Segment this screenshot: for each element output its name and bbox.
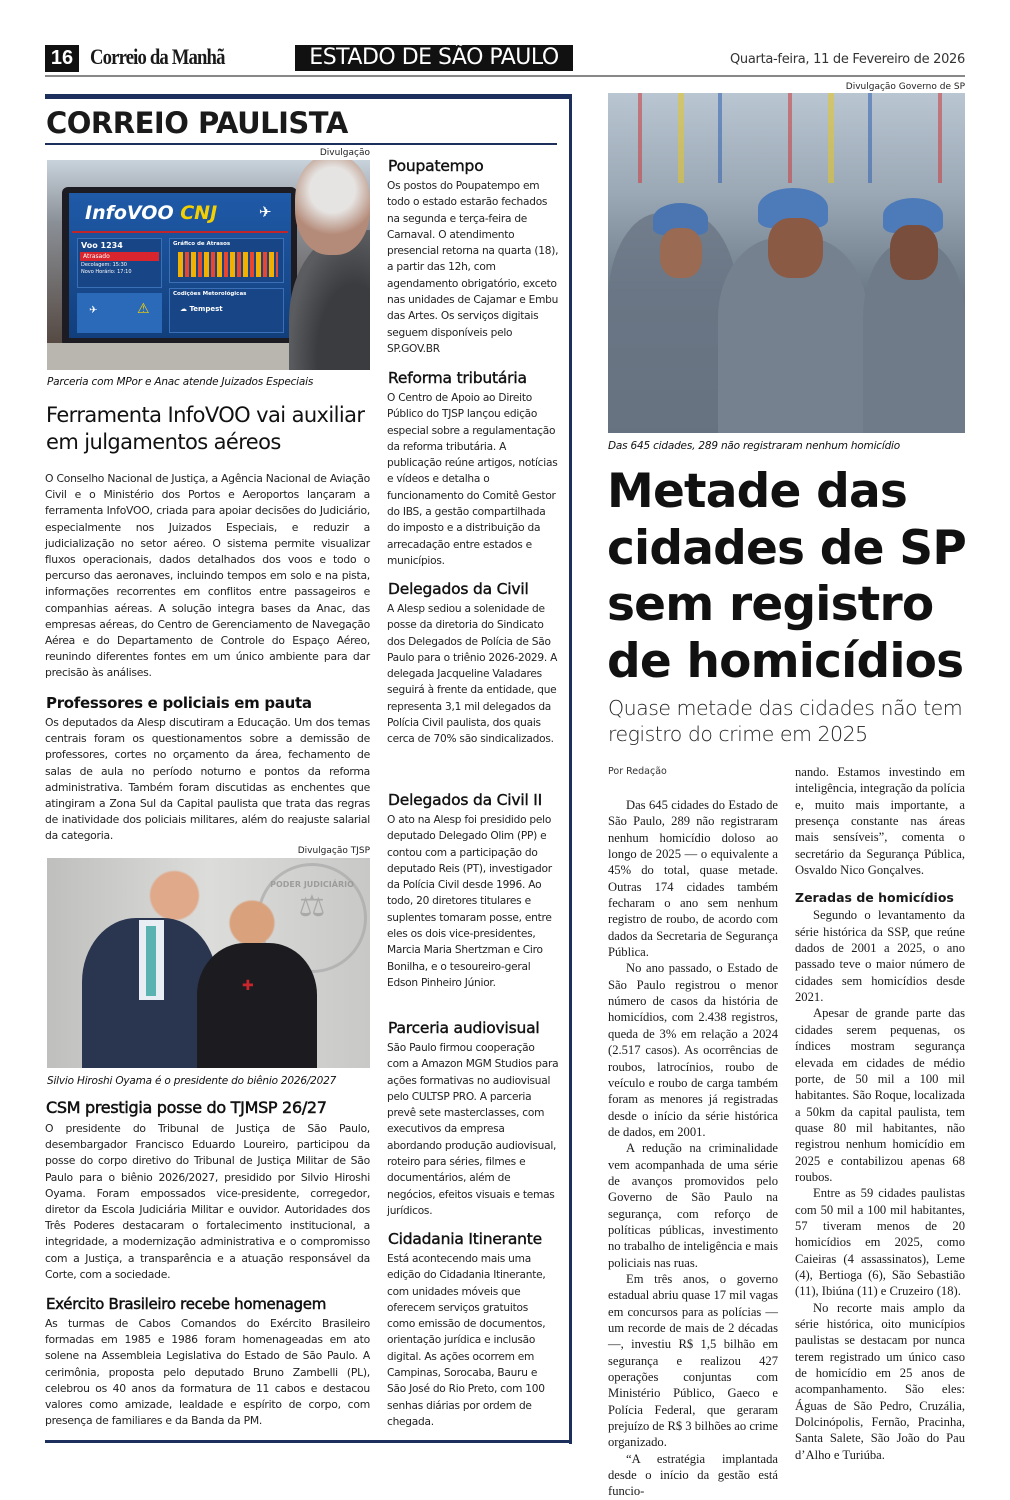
note-body: Os postos do Poupatempo em todo o estado estarão fechados na segunda e terça-feira de Carnaval. O atendimento presencial retorna na quarta (18), a partir das 12h, com agendamento obrigatório, exceto nas unidades de Cajamar e Embu das Artes. Os serviços digitais seguem disponíveis pelo SP.GOV.BR [387,180,559,355]
main-subheadline: Quase metade das cidades não tem registro do crime em 2025 [608,696,963,746]
note-title: Delegados da Civil II [388,791,543,809]
delay-chart-title: Gráfico de Atrasos [173,241,231,247]
story-column-1 [608,797,778,1500]
judge-head [295,160,370,255]
paragraph: Em três anos, o governo estadual abriu quase 17 mil vagas em concursos para as polícias — um recorde de mais de 2 décadas —, investiu R$ 1,5 bilhão em segurança e realizou 427 operações conjuntas com Ministério Público, Gaeco e Polícia Federal, que geraram prejuízo de R$ 3 bilhões ao crime organizado. [608,1271,778,1450]
note-title: Parceria audiovisual [388,1019,540,1037]
flags [608,93,965,183]
paragraph: No recorte mais amplo da série histórica, oito municípios paulistas se destacam por nunca terem registrado um único caso de homicídio em 25 anos de acompanhamento. São eles: Águas de São Pedro, Cruzália, Dolcinópolis, Fernão, Pracinha, Santa Salete, São João do Pau d’Alho e Turiúba. [795,1300,965,1462]
header-rule [45,75,965,77]
delay-bars [178,252,278,277]
flight-panel [77,238,162,288]
warning-icon: ⚠ [137,301,150,317]
screen-title: InfoVOO [85,202,174,224]
paragraph: Segundo o levantamento da série histórica da SSP, que reúne dados de 2001 a 2025, o ano passado teve o maior número de cidades sem homicídios desde 2021. [795,908,965,1005]
photo-caption: Parceria com MPor e Anac atende Juizados Especiais [47,376,314,388]
airplane-icon: ✈ [89,305,98,316]
officer-left-face [660,228,702,278]
note-title: Reforma tributária [388,369,527,387]
weather-label: Tempest [189,305,223,313]
column-top-border [45,94,572,99]
exercito-title: Exército Brasileiro recebe homenagem [46,1295,327,1313]
new-time: Novo Horário: 17:10 [81,269,132,275]
photo-credit: Divulgação [319,148,370,158]
csm-title: CSM prestigia posse do TJMSP 26/27 [46,1098,327,1117]
section-title: ESTADO DE SÃO PAULO [295,45,573,71]
kicker-rule [45,143,557,145]
note-body: O ato na Alesp foi presidido pelo deputado Delegado Olim (PP) e contou com a participação do deputado Reis (PT), investigador da Polícia Civil desde 1996. Ao todo, 20 diretores titulares e suplentes tomaram posse, entre eles os dois vice-presidentes, Marcia Maria Shertzman e Ciro Bonilha, e o tesoureiro-geral Edson Pinheiro Júnior. [387,814,552,989]
story-subhead: Zeradas de homicídios [795,890,954,906]
paragraph: Entre as 59 cidades paulistas com 50 mil a 100 mil habitantes, 57 tiveram menos de 20 homicídios em 2025, como Caieiras (4 assassinatos), Leme (4), Bertioga (6), São Sebastião (11), Ibiúna (11) e Cruzeiro (18). [795,1186,965,1299]
note-body: O Centro de Apoio ao Direito Público do TJSP lançou edição especial sobre a regulamentação da reforma tributária. A publicação reúne artigos, notícias e vídeos e detalha o funcionamento do Comitê Gestor do IBS, a gestão compartilhada do imposto e a distribuição da arrecadação entre estados e municípios. [387,392,558,567]
departure-time: Decolagem: 15:30 [81,262,127,268]
photo-caption: Das 645 cidades, 289 não registraram nenhum homicídio [608,440,900,452]
paragraph: A redução na criminalidade vem acompanhada de uma série de avanços promovidos pelo Governo de São Paulo na segurança, com reforço de políticas públicas, investimento no trabalho de inteligência e mais policiais nas ruas. [608,1141,778,1270]
weather-title: Codições Metorológicas [173,291,247,297]
photo-credit: Divulgação Governo de SP [845,82,965,92]
paragraph: Das 645 cidades do Estado de São Paulo, 289 não registraram nenhum homicídio doloso ao longo de 2025 — o equivalente a 45% do total, quase metade. Outras 174 cidades também fecharam o ano sem nenhum registro de roubo, de acordo com dados da Secretaria de Segurança Pública. [608,798,778,960]
lead-headline: Ferramenta InfoVOO vai auxiliar em julgamentos aéreos [46,403,365,454]
man-right-robe [197,943,317,1068]
screen-title-accent: CNJ [180,202,218,224]
flight-status: Atrasado [80,252,159,261]
professores-body: Os deputados da Alesp discutiram a Educação. Um dos temas centrais foram os questionamentos sobre a demissão de professores, cortes no orçamento da área, fechamento de salas de aula no período noturno e pontos da reforma administrativa. Também foram discutidas as enchentes que atingiram a Zona Sul da Capital paulista que trata das regras de inatividade dos policiais militares, além do reajuste salarial da categoria. [45,716,370,843]
posse-photo [47,858,370,1068]
map-panel [77,293,162,333]
paragraph: nando. Estamos investindo em inteligência, integração da polícia e, muito mais importante, a presença constante nas áreas mais sensíveis”, comenta o secretário da Segurança Pública, Osvaldo Nico Gonçalves. [795,765,965,878]
delay-chart-panel [169,238,284,283]
note-body: São Paulo firmou cooperação com a Amazon MGM Studios para ações formativas no audiovisual pelo CULTSP PRO. A parceria prevê sete masterclasses, com executivos da empresa abordando produção audiovisual, roteiro para séries, filmes e documentários, além de negócios, efeitos visuais e temas jurídicos. [387,1042,559,1217]
note-body: A Alesp sediou a solenidade de posse da diretoria do Sindicato dos Delegados de Polícia de São Paulo para o triênio 2026-2029. A delegada Jacqueline Valadares seguirá à frente da entidade, que representa 3,1 mil delegados da Polícia Civil paulista, dos quais cerca de 70% são sindicalizados. [387,603,558,746]
airplane-icon: ✈ [259,203,272,221]
man-left-tie [146,926,156,996]
page-number: 16 [45,45,79,72]
story-column-2 [795,764,965,1463]
column-right-border [569,94,572,1444]
infovoo-photo [47,160,370,370]
medal-icon: ✚ [242,978,254,994]
officer-center-face [768,218,823,278]
column-kicker: CORREIO PAULISTA [46,106,348,140]
screen-divider [72,231,288,233]
column-bottom-border [45,1440,572,1443]
exercito-body: As turmas de Cabos Comandos do Exército Brasileiro formadas em 1985 e 1986 foram homenageadas em ato solene na Assembleia Legislativa do Estado de São Paulo. A cerimônia, proposta pelo deputado Bruno Zambelli (PL), celebrou os 40 anos da formatura de 11 cabos e destacou valores como amizade, lealdade e espírito de corpo, com presença de familiares e da Banda da PM. [45,1317,370,1428]
weather-panel [169,288,284,333]
note-title: Cidadania Itinerante [388,1230,542,1248]
paragraph: “A estratégia implantada desde o início da gestão está funcio- [608,1451,778,1499]
lead-body: O Conselho Nacional de Justiça, a Agência Nacional de Aviação Civil e o Ministério dos Portos e Aeroportos lançaram a ferramenta InfoVOO, criada para apoiar decisões do Judiciário, especialmente nos Juizados Especiais, e reduzir a judicialização no setor aéreo. O sistema permite visualizar fluxos operacionais, dados detalhados dos voos e todo o percurso das aeronaves, incluindo tempos em solo e na pista, informações recorrentes em conflitos entre passageiros e companhias aéreas. A solução integra bases da Anac, das empresas aéreas, do Centro de Gerenciamento de Navegação Aérea e do Departamento de Controle do Espaço Aéreo, reunindo diferentes fontes em um único ambiente para dar precisão às análises. [45,472,370,680]
issue-date: Quarta-feira, 11 de Fevereiro de 2026 [730,52,965,67]
byline: Por Redação [608,766,667,777]
cloud-icon: ☁ [180,305,190,313]
flight-number: Voo 1234 [81,241,123,250]
note-title: Delegados da Civil [388,580,529,598]
masthead-logo: Correio da Manhã [90,44,225,69]
officer-right-face [890,225,938,280]
note-body: Está acontecendo mais uma edição do Cidadania Itinerante, com unidades móveis que oferecem serviços gratuitos como emissão de documentos, orientação jurídica e inclusão digital. As ações ocorrem em Campinas, Sorocaba, Bauru e São José do Rio Preto, com 100 senhas diárias por ordem de chegada. [387,1253,546,1428]
main-headline: Metade das cidades de SP sem registro de homicídios [607,464,966,689]
note-title: Poupatempo [388,157,484,175]
paragraph: Apesar de grande parte das cidades serem pequenas, os índices mostram segurança elevada em cidades de médio porte, de 50 mil a 100 mil habitantes. São Roque, localizada a 50km da capital paulista, tem quase 80 mil habitantes, não registrou nenhum homicídio em 2025 e contabilizou apenas 68 roubos. [795,1006,965,1184]
laptop-screen [69,193,291,338]
police-photo [608,93,965,433]
seal-text: PODER JUDICIÁRIO [270,880,354,889]
photo-credit: Divulgação TJSP [297,846,370,856]
paragraph: No ano passado, o Estado de São Paulo registrou o menor número de casos da história de homicídios, com 2.438 registros, queda de 3% em relação a 2024 (2.517 casos). As ocorrências de roubos, latrocínios, roubo de veículo e roubo de carga também foram as menores já registradas desde o início da série histórica de dados, em 2001. [608,961,778,1139]
csm-body: O presidente do Tribunal de Justiça de São Paulo, desembargador Francisco Eduardo Loureiro, participou da posse do corpo diretivo do Tribunal de Justiça Militar de São Paulo para o biênio 2026/2027, presidido por Silvio Hiroshi Oyama. Foram empossados vice-presidente, corregedor, diretor da Escola Judiciária Militar e ouvidor. Autoridades dos Três Poderes destacaram o fortalecimento institucional, a integridade, a modernização administrativa e o compromisso com a Justiça, a transparência e a atuação responsável da Corte, com a sociedade. [45,1122,370,1281]
professores-title: Professores e policiais em pauta [46,694,312,712]
photo-caption: Silvio Hiroshi Oyama é o presidente do biênio 2026/2027 [47,1075,337,1087]
scales-icon: ⚖ [298,889,326,924]
